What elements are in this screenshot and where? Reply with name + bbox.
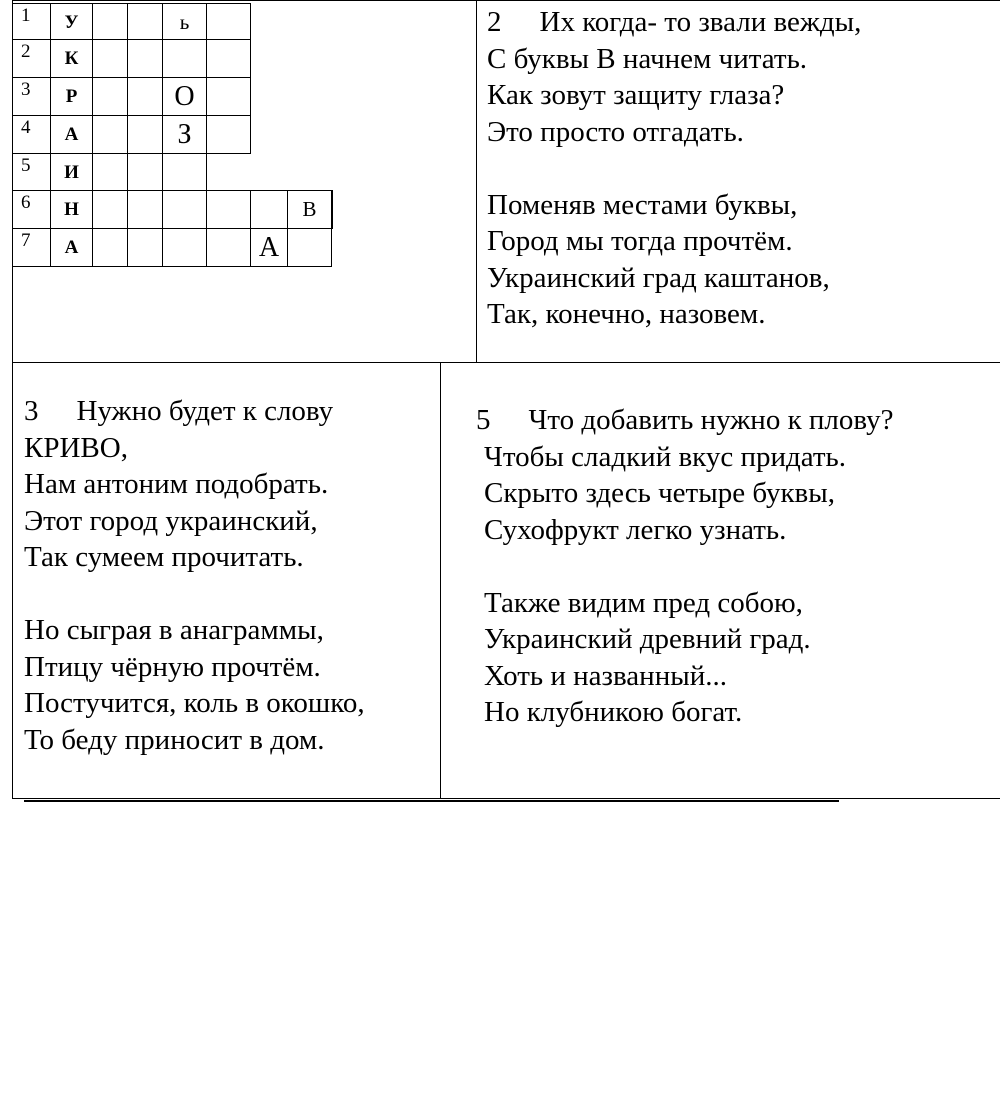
crossword-answer-cell [162, 228, 207, 267]
crossword-answer-cell [92, 39, 128, 78]
riddle-number: 2 [487, 6, 502, 38]
crossword-answer-cell [206, 115, 251, 154]
key-letter: Р [65, 85, 78, 107]
crossword-key-cell [50, 190, 93, 229]
poem-line-text: Так сумеем прочитать. [24, 541, 304, 573]
crossword-answer-cell [162, 115, 207, 154]
poem-line [487, 296, 861, 333]
poem-line-text: Что добавить нужно к плову? [528, 404, 894, 436]
poem-line-text: Птицу чёрную прочтём. [24, 650, 321, 683]
crossword-answer-cell [92, 153, 128, 192]
crossword-answer-cell [250, 190, 288, 229]
crossword-key-cell [50, 153, 93, 192]
poem-line [487, 223, 861, 260]
riddle-number: 5 [476, 404, 491, 436]
hint-letter: В [302, 197, 317, 221]
crossword-answer-cell [250, 228, 288, 267]
poem-line-text: Также видим пред собою, [484, 586, 803, 619]
poem-line-text: Как зовут защиту глаза? [487, 79, 785, 111]
crossword-row-number [12, 153, 51, 192]
crossword-answer-cell [127, 115, 163, 154]
poem-line [24, 612, 365, 649]
poem-line [24, 649, 365, 686]
poem-line [476, 402, 893, 439]
poem-line [487, 41, 861, 78]
poem-line-text: Нужно будет к слову [76, 395, 334, 427]
hint-letter: ь [179, 10, 190, 34]
poem-line [24, 503, 365, 540]
crossword-answer-cell [127, 190, 163, 229]
poem-line [487, 114, 861, 151]
poem-line [24, 685, 365, 722]
crossword-answer-cell [92, 228, 128, 267]
poem-line [487, 4, 861, 41]
poem-line-text: Город мы тогда прочтём. [487, 225, 793, 257]
poem-line-text: Но сыграя в анаграммы, [24, 614, 324, 646]
table-bottom-divider [440, 362, 441, 799]
poem-line [476, 439, 893, 476]
poem-line-text: Это просто отгадать. [487, 115, 744, 148]
poem-line-text: КРИВО, [24, 431, 128, 464]
crossword-answer-cell [162, 153, 207, 192]
poem-line-text: Но клубникою богат. [484, 696, 743, 728]
crossword-grid [0, 0, 480, 280]
crossword-key-cell [50, 3, 93, 42]
poem-line [476, 512, 893, 549]
riddle-number: 3 [24, 395, 39, 427]
poem-line [487, 260, 861, 297]
poem-line-text: Хоть и названный... [484, 659, 727, 692]
crossword-answer-cell [206, 190, 251, 229]
crossword-answer-cell [92, 190, 128, 229]
table-middle-border [12, 362, 1000, 363]
poem-line-text: Чтобы сладкий вкус придать. [484, 440, 847, 473]
crossword-answer-cell [92, 3, 128, 42]
hint-letter: А [258, 231, 280, 263]
poem-line-text: Украинский град каштанов, [487, 261, 830, 294]
crossword-answer-cell [92, 77, 128, 116]
row-number-label: 6 [21, 192, 31, 213]
poem-line [476, 694, 893, 731]
crossword-row-number [12, 228, 51, 267]
hint-letter: З [177, 118, 192, 150]
poem-line [24, 466, 365, 503]
crossword-answer-cell [206, 228, 251, 267]
poem-line [24, 722, 365, 759]
row-number-label: 2 [21, 41, 31, 62]
stanza-gap [487, 150, 861, 187]
riddle-3 [24, 393, 365, 758]
poem-line-text: С буквы В начнем читать. [487, 42, 808, 75]
key-letter: А [64, 123, 79, 145]
poem-line-text: Постучится, коль в окошко, [24, 687, 365, 719]
crossword-answer-cell [287, 190, 332, 229]
poem-line-text: Скрыто здесь четыре буквы, [484, 477, 835, 509]
crossword-row-number [12, 77, 51, 116]
crossword-answer-cell [127, 77, 163, 116]
crossword-answer-cell [162, 77, 207, 116]
crossword-row-number [12, 39, 51, 78]
crossword-answer-cell [287, 228, 332, 267]
poem-line [476, 621, 893, 658]
key-letter: К [64, 47, 79, 69]
crossword-key-cell [50, 228, 93, 267]
key-letter: А [64, 236, 79, 258]
crossword-key-cell [50, 77, 93, 116]
hint-letter: О [174, 80, 195, 112]
poem-line-text: Украинский древний град. [484, 623, 811, 655]
poem-line [24, 393, 365, 430]
stanza-gap [476, 548, 893, 585]
poem-line [487, 77, 861, 114]
crossword-answer-cell [162, 190, 207, 229]
riddle-2 [487, 4, 861, 333]
poem-line-text: Их когда- то звали вежды, [539, 6, 862, 38]
crossword-key-cell [50, 115, 93, 154]
poem-line [487, 187, 861, 224]
poem-line [476, 475, 893, 512]
row-number-label: 1 [21, 5, 31, 26]
poem-line [476, 658, 893, 695]
crossword-answer-cell [127, 3, 163, 42]
key-letter: Н [64, 198, 79, 220]
crossword-answer-cell [92, 115, 128, 154]
crossword-row-number [12, 115, 51, 154]
crossword-row-number [12, 3, 51, 42]
row-number-label: 5 [21, 155, 31, 176]
poem-line-text: Поменяв местами буквы, [487, 188, 798, 221]
crossword-answer-cell [127, 153, 163, 192]
riddle-5 [476, 402, 893, 731]
crossword-key-cell [50, 39, 93, 78]
poem-line [476, 585, 893, 622]
poem-line-text: Нам антоним подобрать. [24, 468, 329, 500]
poem-line-text: Этот город украинский, [24, 504, 318, 537]
table-bottom-border [12, 798, 1000, 799]
row-number-label: 4 [21, 117, 31, 138]
poem-line-text: Так, конечно, назовем. [487, 298, 766, 330]
crossword-answer-cell [127, 39, 163, 78]
crossword-row-number [12, 190, 51, 229]
poem-line-text: Сухофрукт легко узнать. [484, 513, 787, 546]
row-number-label: 3 [21, 79, 31, 100]
stanza-gap [24, 576, 365, 613]
poem-line-text: То беду приносит в дом. [24, 723, 325, 756]
crossword-answer-cell [206, 3, 251, 42]
poem-line [24, 430, 365, 467]
crossword-answer-cell [162, 3, 207, 42]
underline-rule [24, 800, 839, 802]
crossword-answer-cell [162, 39, 207, 78]
crossword-answer-cell [206, 77, 251, 116]
key-letter: И [64, 161, 79, 183]
crossword-answer-cell [127, 228, 163, 267]
row-number-label: 7 [21, 230, 31, 251]
crossword-answer-cell [331, 190, 333, 229]
crossword-answer-cell [206, 39, 251, 78]
key-letter: У [64, 11, 79, 33]
poem-line [24, 539, 365, 576]
